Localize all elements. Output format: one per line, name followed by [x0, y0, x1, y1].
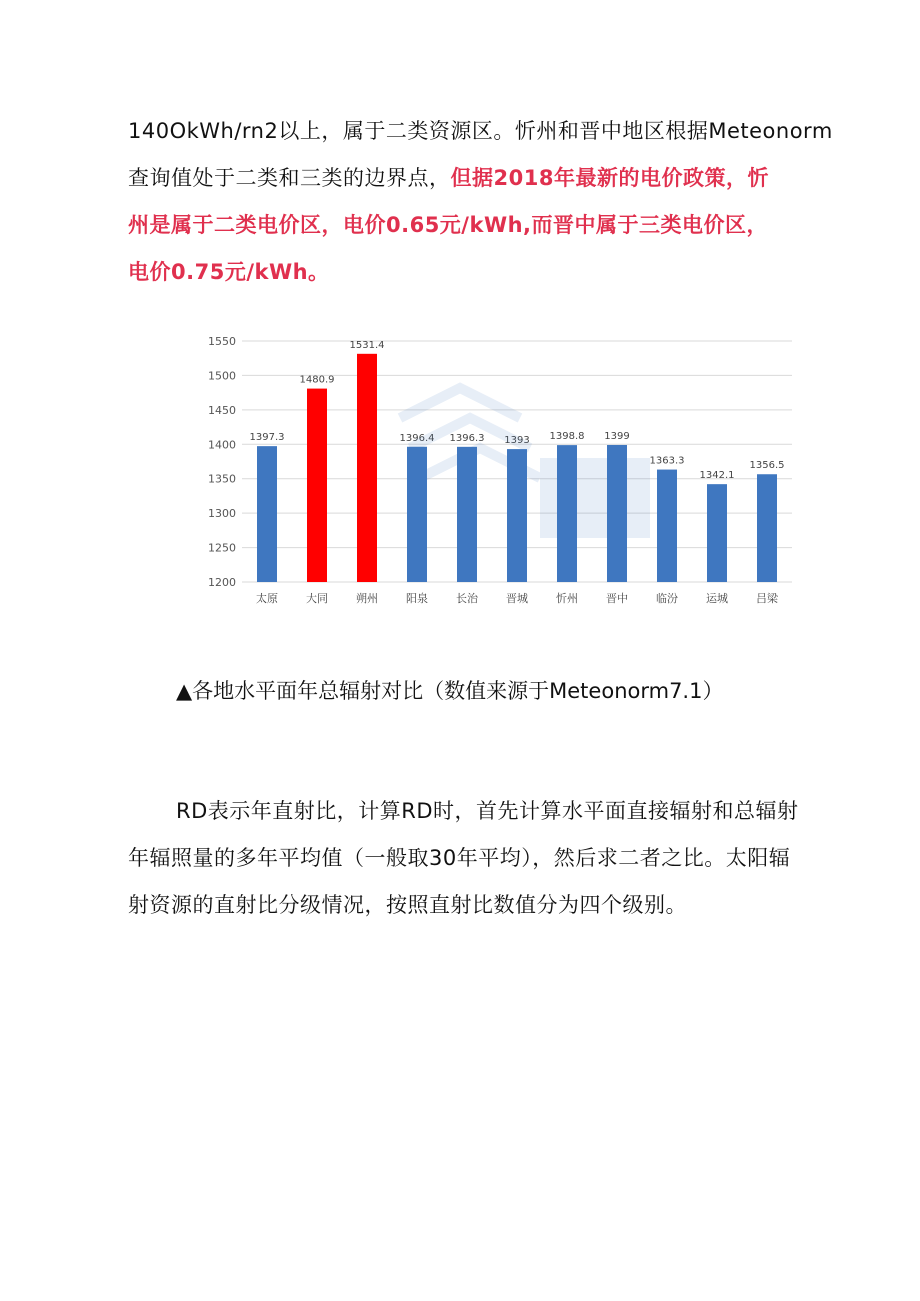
x-category-label: 临汾: [656, 592, 678, 605]
chart-caption: ▲各地水平面年总辐射对比（数值来源于Meteonorm7.1）: [176, 679, 724, 703]
bar-8: [607, 445, 627, 582]
x-category-label: 晋城: [506, 592, 528, 605]
x-category-label: 晋中: [606, 592, 628, 605]
y-tick-label: 1350: [208, 472, 236, 486]
data-label: 1363.3: [649, 455, 685, 467]
bar-6: [507, 449, 527, 582]
x-category-label: 太原: [256, 592, 278, 605]
data-label: 1397.3: [249, 432, 285, 444]
intro-line-4-highlight: 电价0.75元/kWh。: [128, 260, 330, 284]
y-tick-label: 1200: [208, 576, 236, 589]
bar-4: [407, 447, 427, 582]
intro-paragraph: [128, 108, 833, 296]
rd-line-1: RD表示年直射比，计算RD时，首先计算水平面直接辐射和总辐射: [176, 799, 799, 823]
data-label: 1396.4: [399, 432, 435, 444]
x-category-label: 阳泉: [406, 592, 428, 605]
data-label: 1356.5: [749, 460, 785, 472]
bar-3: [357, 354, 377, 582]
bar-5: [457, 447, 477, 582]
data-label: 1398.8: [549, 431, 585, 443]
intro-line-2-plain: 查询值处于二类和三类的边界点，: [128, 166, 451, 190]
x-category-label: 长治: [456, 592, 478, 605]
rd-paragraph: [128, 788, 808, 929]
rd-line-2: 年辐照量的多年平均值（一般取30年平均），然后求二者之比。太阳辐: [128, 846, 791, 870]
x-category-label: 大同: [306, 592, 328, 605]
radiation-bar-chart: [200, 328, 800, 613]
intro-line-2: [128, 155, 808, 202]
bar-9: [657, 470, 677, 582]
data-label: 1342.1: [699, 470, 735, 482]
x-category-label: 吕梁: [756, 592, 778, 605]
data-label: 1399: [604, 430, 630, 442]
data-label: 1531.4: [349, 339, 385, 351]
bar-1: [257, 446, 277, 582]
y-tick-label: 1300: [208, 507, 236, 521]
rd-line-3: 射资源的直射比分级情况，按照直射比数值分为四个级别。: [128, 893, 687, 917]
y-tick-label: 1500: [208, 369, 236, 383]
y-tick-label: 1550: [208, 335, 236, 348]
intro-line-1: 140OkWh/rn2以上，属于二类资源区。忻州和晋中地区根据Meteonorm: [128, 119, 833, 143]
y-tick-label: 1450: [208, 403, 236, 417]
x-category-label: 忻州: [556, 592, 578, 605]
bar-11: [757, 474, 777, 582]
data-label: 1396.3: [449, 432, 485, 444]
x-category-label: 运城: [706, 592, 728, 605]
data-label: 1393: [504, 435, 530, 447]
intro-line-2-highlight: 但据2018年最新的电价政策，忻: [450, 166, 769, 190]
bar-10: [707, 484, 727, 582]
chart-canvas: [200, 328, 800, 613]
intro-line-3-highlight: 州是属于二类电价区，电价0.65元/kWh,而晋中属于三类电价区，: [128, 213, 769, 237]
bar-7: [557, 445, 577, 582]
x-category-label: 朔州: [356, 592, 378, 605]
y-tick-label: 1250: [208, 541, 236, 555]
data-label: 1480.9: [299, 374, 335, 386]
y-tick-label: 1400: [208, 438, 236, 452]
bar-2: [307, 389, 327, 582]
